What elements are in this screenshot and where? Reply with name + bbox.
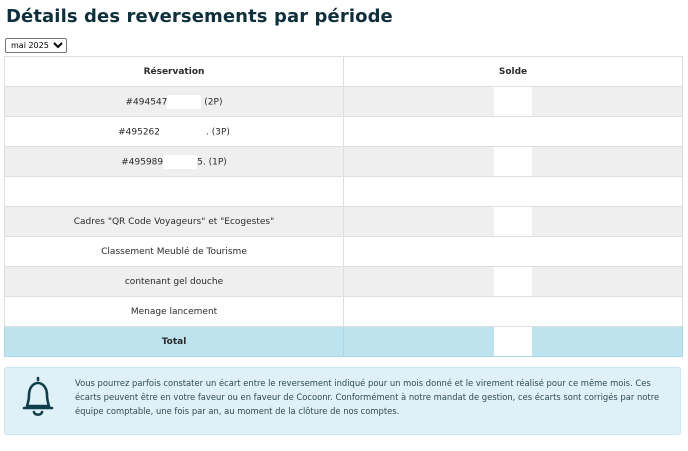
reservation-id: #494547 [125, 97, 168, 107]
solde-cell [344, 177, 683, 207]
header-reservation: Réservation [5, 57, 344, 87]
reservation-cell [5, 237, 344, 267]
reservation-cell [5, 147, 344, 177]
redacted-block [163, 155, 197, 169]
reservation-cell [5, 207, 344, 237]
reservation-label: Menage lancement [130, 306, 218, 317]
solde-cell [344, 147, 683, 177]
table-row [5, 237, 683, 267]
bell-icon [19, 376, 57, 420]
table-header-row [5, 57, 683, 87]
solde-cell [344, 207, 683, 237]
redacted-block [494, 117, 532, 146]
reservation-suffix: (2P) [201, 97, 223, 107]
solde-cell [344, 237, 683, 267]
table-total-row [5, 327, 683, 357]
total-label: Total [5, 327, 344, 357]
info-notice [4, 367, 681, 435]
redacted-block [494, 237, 532, 266]
table-row [5, 117, 683, 147]
table-row [5, 267, 683, 297]
redacted-block [494, 267, 532, 296]
reservation-label: Classement Meublé de Tourisme [101, 246, 247, 257]
redacted-block [494, 297, 532, 326]
reservation-suffix: 5. (1P) [197, 157, 227, 167]
reservation-id: #495989 [121, 157, 164, 167]
table-row [5, 177, 683, 207]
solde-cell [344, 87, 683, 117]
header-solde: Solde [344, 57, 683, 87]
redacted-block [494, 147, 532, 176]
reservation-cell [5, 177, 344, 207]
table-row [5, 147, 683, 177]
reservation-cell [5, 297, 344, 327]
redacted-block [494, 87, 532, 116]
redacted-block [167, 95, 201, 109]
table-row [5, 207, 683, 237]
redacted-block [494, 177, 532, 206]
reservation-cell [5, 117, 344, 147]
payouts-table [4, 56, 683, 357]
redacted-block [494, 327, 532, 356]
redacted-block [160, 125, 206, 139]
total-value-cell [344, 327, 683, 357]
solde-cell [344, 297, 683, 327]
solde-cell [344, 267, 683, 297]
redacted-block [494, 207, 532, 236]
page-title: Détails des reversements par période [6, 6, 393, 27]
info-text: Vous pourrez parfois constater un écart entre le reversement indiqué pour un mois donné et le virement réalisé pour ce même mois. Ces écarts peuvent être en votre faveur ou en faveur de Cocoonr. Conformément à notre mandat de gestion, ces écarts sont corrigés par notre équipe comptable, une fois par an, au moment de la clôture de nos comptes. [75, 378, 660, 416]
period-select[interactable] [5, 38, 67, 53]
reservation-id: #495262 [118, 127, 160, 137]
reservation-label: Cadres "QR Code Voyageurs" et "Ecogestes" [73, 216, 275, 227]
reservation-cell [5, 87, 344, 117]
table-row [5, 87, 683, 117]
reservation-label: contenant gel douche [124, 276, 224, 287]
table-row [5, 297, 683, 327]
reservation-cell [5, 267, 344, 297]
solde-cell [344, 117, 683, 147]
reservation-suffix: . (3P) [206, 127, 230, 137]
